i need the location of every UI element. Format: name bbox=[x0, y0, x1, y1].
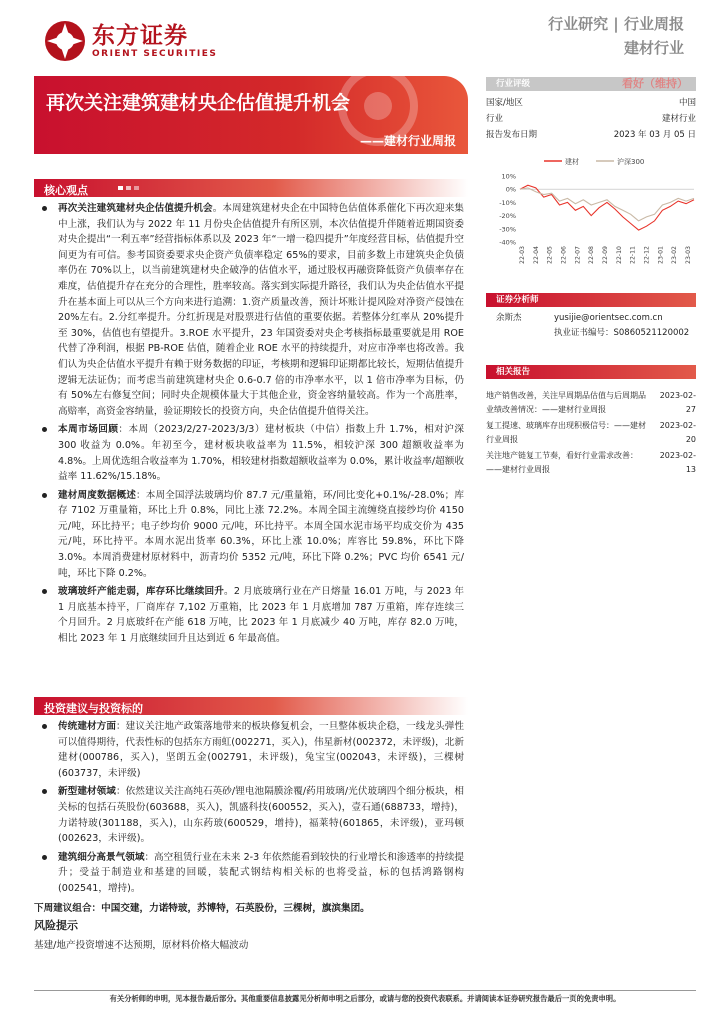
related-item[interactable] bbox=[486, 449, 696, 476]
analyst-email[interactable]: yusijie@orientsec.com.cn bbox=[554, 313, 663, 323]
investment-heading bbox=[34, 697, 468, 715]
x-tick-label: 22-05 bbox=[546, 246, 554, 264]
core-view-heading bbox=[34, 179, 468, 197]
paragraph-lead: 再次关注建筑建材央企估值提升机会 bbox=[58, 203, 213, 214]
investment-body bbox=[34, 719, 464, 953]
info-row bbox=[486, 95, 696, 111]
suggested-portfolio: 下周建议组合：中国交建，力诺特玻，苏博特，石英股份，三棵树，旗滨集团。 bbox=[34, 902, 370, 914]
info-key: 国家/地区 bbox=[486, 98, 523, 108]
paragraph-lead: 建筑细分高景气领域 bbox=[58, 851, 145, 863]
core-paragraph bbox=[34, 422, 464, 484]
report-info bbox=[486, 95, 696, 143]
brand-name-en: ORIENT SECURITIES bbox=[92, 49, 218, 59]
core-paragraph bbox=[34, 201, 464, 419]
y-tick-label: -20% bbox=[499, 212, 516, 221]
related-heading: 相关报告 bbox=[486, 365, 696, 379]
legend-label: 建材 bbox=[565, 158, 579, 166]
info-value: 中国 bbox=[678, 98, 696, 108]
paragraph-lead: 传统建材方面 bbox=[58, 721, 117, 732]
rating-value: 看好（维持） bbox=[622, 77, 688, 90]
info-key: 行业 bbox=[486, 114, 504, 124]
footer-divider bbox=[34, 990, 696, 991]
paragraph-lead: 本周市场回顾 bbox=[58, 424, 119, 436]
series-line bbox=[520, 185, 694, 230]
analyst-cert: 执业证书编号：S0860521120002 bbox=[554, 328, 690, 338]
invest-paragraph bbox=[34, 850, 464, 897]
info-key: 报告发布日期 bbox=[486, 130, 538, 140]
x-tick-label: 23-02 bbox=[671, 246, 679, 264]
y-tick-label: 0% bbox=[505, 185, 516, 194]
analyst-heading: 证券分析师 bbox=[486, 293, 696, 307]
related-date: 2023-02-13 bbox=[659, 451, 696, 474]
paragraph-text: 。本周建筑建材央企在中国特色估值体系催化下再次迎来集中上涨，我们认为与 2022 年 11 月份央企估值提升有所区别，本次估值提升伴随着近期国资委对央企提出“一利五率”经营指标体系以及 2023 年“一增一稳四提升”年度经营目标，估值提升空间更为有可信。参考国资委要求央企资产负债率稳定 65%的要求，目前多数上市建筑央企负债率仍在 70%以上，以当前建筑建材央企破净的估值水平，通过股权再融资降低资产负债率存在难度，估值提升存在充分的合理性，胜率较高。落实到实际提升路径，我们认为央企估值水平提升在基本面上可以从三个方向来进行追溯：1.资产质量改善，预计坏账计提风险对净资产侵蚀在 20%左右。2.分红率提升。分红折现是对股票进行估值的重要依据。若整体分红率从 20%提升至 30%，估值也有望提升。3.ROE 水平提升，23 年国资委对央企考核指标最重要就是用 ROE 代替了净利润，根据 PB-ROE 估值，随着企业 ROE 水平的持续提升，对应市净率也将改善。我们认为央企估值水平提升有赖于财务数据的印证，考核期和逻辑印证期都比较长，短期估值提升逻辑无法证伪；而考虑当前建筑建材央企 0.6-0.7 倍的市净率水平，以 1 倍市净率为目标，仍有 50%左右修复空间；同时央企规模体量大于其他企业，资金容纳量较高。作为一个高胜率，高赔率，高资金容纳量，验证期较长的投资方向，央企估值提升值得关注。 bbox=[58, 203, 465, 417]
related-date: 2023-02-27 bbox=[659, 391, 696, 414]
paragraph-lead: 新型建材领域 bbox=[58, 786, 116, 798]
invest-paragraph bbox=[34, 719, 464, 781]
analyst-row bbox=[486, 310, 696, 326]
x-tick-label: 22-12 bbox=[643, 246, 651, 264]
x-tick-label: 22-04 bbox=[532, 246, 540, 264]
related-title[interactable]: 地产销售改善，关注早周期品估值与后周期品业绩改善情况：——建材行业周报 bbox=[486, 391, 646, 414]
report-title: 再次关注建筑建材央企估值提升机会 bbox=[46, 92, 351, 114]
info-row bbox=[486, 127, 696, 143]
invest-paragraph bbox=[34, 784, 464, 846]
industry-rating bbox=[486, 77, 696, 91]
logo-mark-icon bbox=[44, 20, 86, 62]
paragraph-text: ：建议关注地产政策落地带来的板块修复机会，一旦整体板块企稳，一线龙头弹性可以值得期待，代表性标的包括东方雨虹(002271，买入)，伟星新材(002372，未评级)，北新建材(000786，买入)，坚朗五金(002791，未评级)，兔宝宝(002043，未评级)，三棵树(603737，未评级) bbox=[58, 721, 465, 779]
title-banner bbox=[34, 76, 468, 154]
paragraph-lead: 建材周度数据概述 bbox=[58, 489, 136, 501]
report-subtitle: ——建材行业周报 bbox=[359, 134, 456, 148]
paragraph-text: 。2 月底玻璃行业在产日熔量 16.01 万吨，与 2023 年 1 月底基本持平，厂商库存 7,102 万重箱，比 2023 年 1 月底增加 787 万重箱，库存连续三个月回升。2 月底玻纤在产能 618 万吨，比 2023 年 1 月底减少 40 万吨，库存 82.0 万吨，相比 2023 年 1 月底继续回升且达到近 6 年最高值。 bbox=[58, 586, 465, 645]
related-title[interactable]: 关注地产链复工节奏，看好行业需求改善：——建材行业周报 bbox=[486, 451, 638, 474]
paragraph-text: ：高空租赁行业在未来 2-3 年依然能看到较快的行业增长和渗透率的持续提升；受益于制造业和基建的回暖，装配式钢结构相关标的也将受益，标的包括鸿路钢构(002541，增持)。 bbox=[58, 851, 464, 894]
info-value: 2023 年 03 月 05 日 bbox=[613, 130, 696, 140]
paragraph-lead: 玻璃玻纤产能走弱，库存环比继续回升 bbox=[58, 586, 225, 598]
risk-text: 基建/地产投资增速不达预期，原材料价格大幅波动 bbox=[34, 939, 249, 951]
related-title[interactable]: 复工提速、玻璃库存出现积极信号：——建材行业周报 bbox=[486, 421, 646, 444]
y-tick-label: -10% bbox=[499, 198, 516, 207]
price-performance-chart bbox=[486, 152, 698, 272]
y-tick-label: -30% bbox=[499, 225, 516, 234]
x-tick-label: 22-03 bbox=[519, 246, 526, 264]
paragraph-text: ：本周全国浮法玻璃均价 87.7 元/重量箱，环/同比变化+0.1%/-28.0%；库存 7102 万重量箱，环比上升 0.8%，同比上涨 72.2%。本周全国主流缠绕直接纱均价 4150 元/吨，环比持平；电子纱均价 9000 元/吨，环比持平。本周全国水泥市场平均成交价为 435 元/吨，环比持平。本周水泥出货率 60.3%，环比上涨 10.0%；库容比 59.8%，环比下降 3.0%。本周消费建材原材料中，沥青均价 5352 元/吨，环比下降 0.2%；PVC 均价 6541 元/吨，环比下降 0.2%。 bbox=[58, 489, 464, 579]
brand-name-cn: 东方证券 bbox=[92, 23, 188, 49]
series-line bbox=[520, 188, 694, 221]
analyst-name: 余斯杰 bbox=[496, 313, 522, 323]
heading-dots-icon bbox=[118, 186, 148, 190]
disclaimer-footer: 有关分析师的申明，见本报告最后部分。其他重要信息披露见分析师申明之后部分，或请与您的投资代表联系。并请阅读本证券研究报告最后一页的免责申明。 bbox=[109, 994, 621, 1003]
x-tick-label: 22-10 bbox=[615, 246, 623, 264]
rating-label: 行业评级 bbox=[496, 79, 531, 89]
company-logo bbox=[44, 20, 217, 62]
x-tick-label: 22-09 bbox=[602, 246, 609, 264]
report-category bbox=[548, 12, 684, 60]
x-tick-label: 22-08 bbox=[588, 246, 596, 264]
related-item[interactable] bbox=[486, 389, 696, 416]
investment-title: 投资建议与投资标的 bbox=[44, 702, 143, 715]
core-paragraph bbox=[34, 488, 464, 582]
y-tick-label: -40% bbox=[499, 238, 516, 247]
related-item[interactable] bbox=[486, 419, 696, 446]
info-row bbox=[486, 111, 696, 127]
y-tick-label: 10% bbox=[501, 172, 516, 181]
related-date: 2023-02-20 bbox=[659, 421, 696, 444]
paragraph-text: ：依然建议关注高纯石英砂/锂电池隔膜涂覆/药用玻璃/光伏玻璃四个细分板块，相关标的包括石英股份(603688，买入)，凯盛科技(600552，买入)，壹石通(688733，增持)，力诺特玻(301188，买入)，山东药玻(600529，增持)，福莱特(601865，未评级)，亚玛顿(002623，未评级)。 bbox=[58, 786, 465, 845]
x-tick-label: 22-06 bbox=[560, 246, 568, 264]
x-tick-label: 23-03 bbox=[685, 246, 692, 264]
risk-heading: 风险提示 bbox=[34, 919, 78, 933]
paragraph-text: ：本周（2023/2/27-2023/3/3）建材板块（中信）指数上升 1.7%，相对沪深 300 收益为 0.0%。年初至今，建材板块收益率为 11.5%，相较沪深 300 超额收益率为 4.8%。上周优选组合收益率为 1.70%，相较建材指数超额收益率为 0.0%，累计收益率/超额收益率 11.62%/15.18%。 bbox=[58, 424, 464, 483]
x-tick-label: 22-11 bbox=[629, 246, 637, 264]
related-reports bbox=[486, 365, 696, 476]
core-view-body bbox=[34, 201, 464, 647]
info-value: 建材行业 bbox=[661, 114, 696, 124]
core-view-title: 核心观点 bbox=[44, 184, 88, 197]
report-type: 行业研究 | 行业周报 bbox=[548, 15, 684, 33]
x-tick-label: 23-01 bbox=[657, 246, 665, 264]
industry-name: 建材行业 bbox=[623, 39, 684, 57]
core-paragraph bbox=[34, 584, 464, 646]
legend-label: 沪深300 bbox=[617, 158, 645, 166]
x-tick-label: 22-07 bbox=[574, 246, 582, 264]
analyst-section bbox=[486, 293, 696, 340]
